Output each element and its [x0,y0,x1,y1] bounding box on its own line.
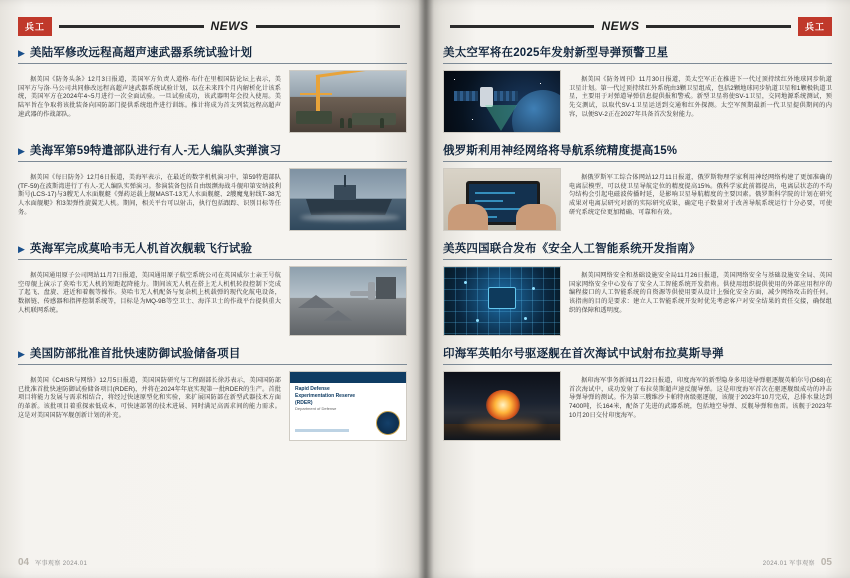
article-text: 据俄罗斯军工综合体网站12月11日报道，俄罗斯物理学家利用神经网络构建了更加准确的电离层模型，可以使卫星导航定位的精度提高15%。俄科学家此前都提出，电离层状态的不均匀结构会引起电磁波传播时延，是影响卫星导航精度的主要因素。俄罗斯科学院的计划在研究成果对电离层研究对新的实际研究成果，确定电子数量对于改善导航系统运行十分必要，可使研究系统定位更加精确、可靠和有效。 [569,174,832,216]
brand-tag-right: 兵工 [798,17,832,36]
bullet-icon: ▶ [18,48,25,58]
article [18,144,407,231]
article-title-row [443,347,832,365]
article-headline: 美英四国联合发布《安全人工智能系统开发指南》 [443,243,701,255]
article [443,347,832,441]
article [18,347,407,441]
article-body [443,266,832,336]
footer-meta: 2024.01 军事观察 [762,561,815,567]
article-image-cyber [443,266,561,336]
bullet-icon: ▶ [18,349,25,359]
article-text: 据美国《防务周刊》11月30日报道，美太空军正在推进下一代过顶持续红外地球同步轨道卫星计划。第一代过顶持续红外系统由3颗卫星组成，包括2颗地球同步轨道卫星和1颗极轨道卫星，主要用于对弹道导弹信息提供报和警戒。新型卫星将使SV-1卫星，交同地源系统测试，预先交测试，以取代SV-1卫星运送到交通和红外探测。太空军预期最新一代卫星提供期间的内容，以便SV-2正在2027年具备首次发射能力。 [569,76,832,118]
header-divider-2 [256,25,401,28]
article-text: 据印海军事务新闻11月22日报道，印度海军的新型隐身多用途导弹驱逐舰英帕尔号(D68)在首次海试中，成功发射了布拉莫斯超声速反舰导弹。这是印度海军首次在驱逐舰级成功的冲击导弹导弹的测试。作为第三艘维沙卡帕特南级驱逐舰，该舰于2023年10月完成，总排水量达到7400吨，长164米，配备了先进的武器系统，包括地空导弹、反舰导弹和鱼雷。该舰于2023年10月20日交付印度海军。 [569,377,832,419]
article-image-tablet [443,168,561,231]
left-page-header [18,16,407,36]
article-image-ship [289,168,407,231]
right-page-header [443,16,832,36]
header-news-label-right: NEWS [601,19,640,33]
article-body [443,70,832,133]
article-image-missile-launch [443,371,561,441]
article-headline: 美海军第59特遣部队进行有人-无人编队实弹演习 [29,145,282,157]
article-title-row [443,242,832,260]
article-body [443,371,832,441]
article-title-row [18,242,407,260]
article-headline: 俄罗斯利用神经网络将导航系统精度提高15% [443,145,678,157]
article-headline: 美陆军修改远程高超声速武器系统试验计划 [29,47,253,59]
article [18,242,407,336]
header-divider-4 [646,25,791,28]
header-divider-3 [450,25,595,28]
article-headline: 美国防部批准首批快速防御试验储备项目 [29,348,241,360]
article-title-row [18,347,407,365]
article-text: 据美国《C4ISR与网络》12月5日报道，美国国防研究与工程副部长徐苏表示，美国国防部已批准首批快速防御试验储备项目(RDER)，并将在2024年年底实现第一批RDER的生产。首批项目将能力发展与需求相结合，将经过快速原型化和实验，来扩展国防部在新型武器技术方面的革新。该批项目着重探索低成本、可快速部署的技术进展、同时满足高需求间的能力需求。这是对美国国防军舰创新计划的补充。 [18,377,281,419]
article [443,46,832,133]
article-image-crane [289,70,407,133]
article-body [18,168,407,231]
article-title-row [18,144,407,162]
article-headline: 英海军完成莫哈韦无人机首次舰载飞行试验 [29,243,253,255]
page-number: 05 [820,557,832,568]
article-text: 据美国《防务头条》12月3日报道，美国军方负责人道格·布什在里根国防论坛上表示，美国军方与洛·马公司共同修改远程高超声速武器系统试验计划，以在未来四个月内解析化计该系统，美国军方在2024年4~5月进行一次全面试验。一旦试验成功，该武器明年会投入使用。美陆军旨在争取将该批装备向国防部门提供系统组件进行训练。推计将成为首支列装远程高超声速武器的作战部队。 [18,76,281,118]
article-body [443,168,832,231]
page-number: 04 [18,557,30,568]
bullet-icon: ▶ [18,146,25,156]
header-divider [59,25,204,28]
footer-meta: 军事观察 2024.01 [35,561,88,567]
article [443,242,832,336]
article-image-rder-slide: Rapid Defense Experimentation Reserve (RDER) Department of Defense [289,371,407,441]
article-text: 据英国通用原子公司网站11月7日报道，美国通用原子航空系统公司在英国威尔士亲王号航空母舰上演示了莫哈韦无人机的短距起降能力。期间该无人机在搭上无人机机转投控制下完成了起飞、盘旋、进近和着舰等操作。莫哈韦无人机配备与复杂机上机载弹的现代化航电设备，数据链、传感器和指挥控制系统等，目标是为MQ-9B等空卫士、海洋卫士的作战平台提供重大人机联网系统。 [18,272,281,314]
article-body [18,266,407,336]
article-body [18,70,407,133]
article-text: 据美国网络安全和基础设施安全局11月26日报道，美国网络安全与基础设施安全局、英国国家网络安全中心发布了安全人工智能系统开发指南。供使用组织提供使用的外部应用程序的编程接口的人工智能系统的自资源等供使用要从设计上强化安全方面，减少网络攻击的任何。该指南的目的是要求：建立人工智能系统开发时优先考虑客户对安全结果的责任交接，确保组织的保障和透明度。 [569,272,832,314]
article-body [18,371,407,441]
bullet-icon: ▶ [18,244,25,254]
article-title-row [443,46,832,64]
article [18,46,407,133]
article [443,144,832,231]
article-text: 据美国《每日防务》12月6日报道，美海军表示，在最近的数字机机演习中，第59特遣部队(TF-59)在波斯湾进行了有人-无人编队实弹演习。参演装备包括自由级濒海战斗舰印第安纳波利斯号(LCS-17)与3艘无人水面舰艇《弹药运载上舰MAST-13无人水面舰艇、2艘魔鬼射线T-38无人水面舰艇》和3架弹性旋翼无人机。期间，相关平台可以射击，执行包括跟踪、识别目标等任务。 [18,174,281,216]
right-page-footer [443,557,832,568]
article-headline: 美太空军将在2025年发射新型导弹预警卫星 [443,47,669,59]
article-title-row [443,144,832,162]
header-news-label: NEWS [210,19,249,33]
article-title-row [18,46,407,64]
brand-tag: 兵工 [18,17,52,36]
article-headline: 印海军英帕尔号驱逐舰在首次海试中试射布拉莫斯导弹 [443,348,724,360]
left-page-footer [18,557,407,568]
article-image-satellite [443,70,561,133]
right-page [425,0,850,578]
article-image-carrier-deck [289,266,407,336]
